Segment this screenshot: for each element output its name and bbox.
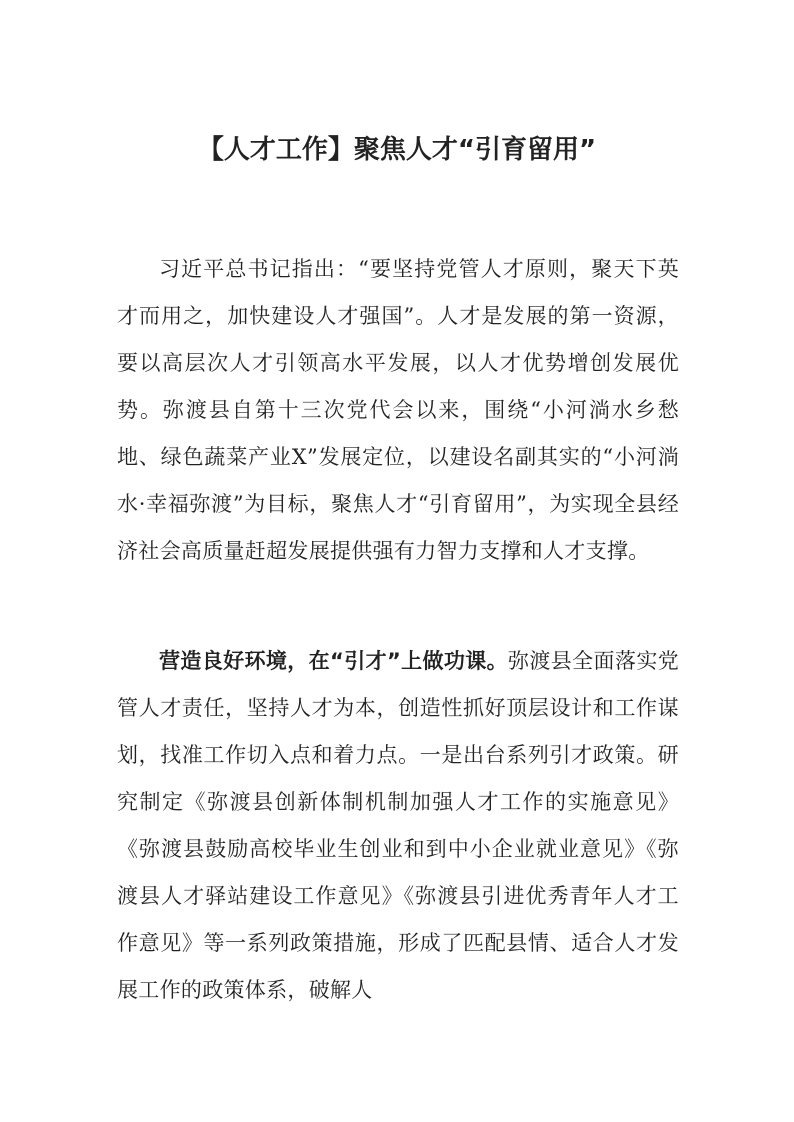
paragraph-intro: 习近平总书记指出：“要坚持党管人才原则，聚天下英才而用之，加快建设人才强国”。人才是发展的第一资源，要以高层次人才引领高水平发展，以人才优势增创发展优势。弥渡县自第十三次党代会以来，围绕“小河淌水乡愁地、绿色蔬菜产业X”发展定位，以建设名副其实的“小河淌水·幸福弥渡”为目标，聚焦人才“引育留用”，为实现全县经济社会高质量赶超发展提供强有力智力支撑和人才支撑。 [117, 257, 679, 563]
paragraph-body-text: 弥渡县全面落实党管人才责任，坚持人才为本，创造性抓好顶层设计和工作谋划，找准工作切入点和着力点。一是出台系列引才政策。研究制定《弥渡县创新体制机制加强人才工作的实施意见》《弥渡县鼓励高校毕业生创业和到中小企业就业意见》《弥渡县人才驿站建设工作意见》《弥渡县引进优秀青年人才工作意见》等一系列政策措施，形成了匹配县情、适合人才发展工作的政策体系，破解人 [117, 649, 679, 1002]
paragraph-attract-talent [117, 638, 679, 1014]
paragraph-lead-heading: 营造良好环境，在“引才”上做功课。 [159, 649, 509, 673]
document-title: 【人才工作】聚焦人才“引育留用” [197, 135, 597, 165]
